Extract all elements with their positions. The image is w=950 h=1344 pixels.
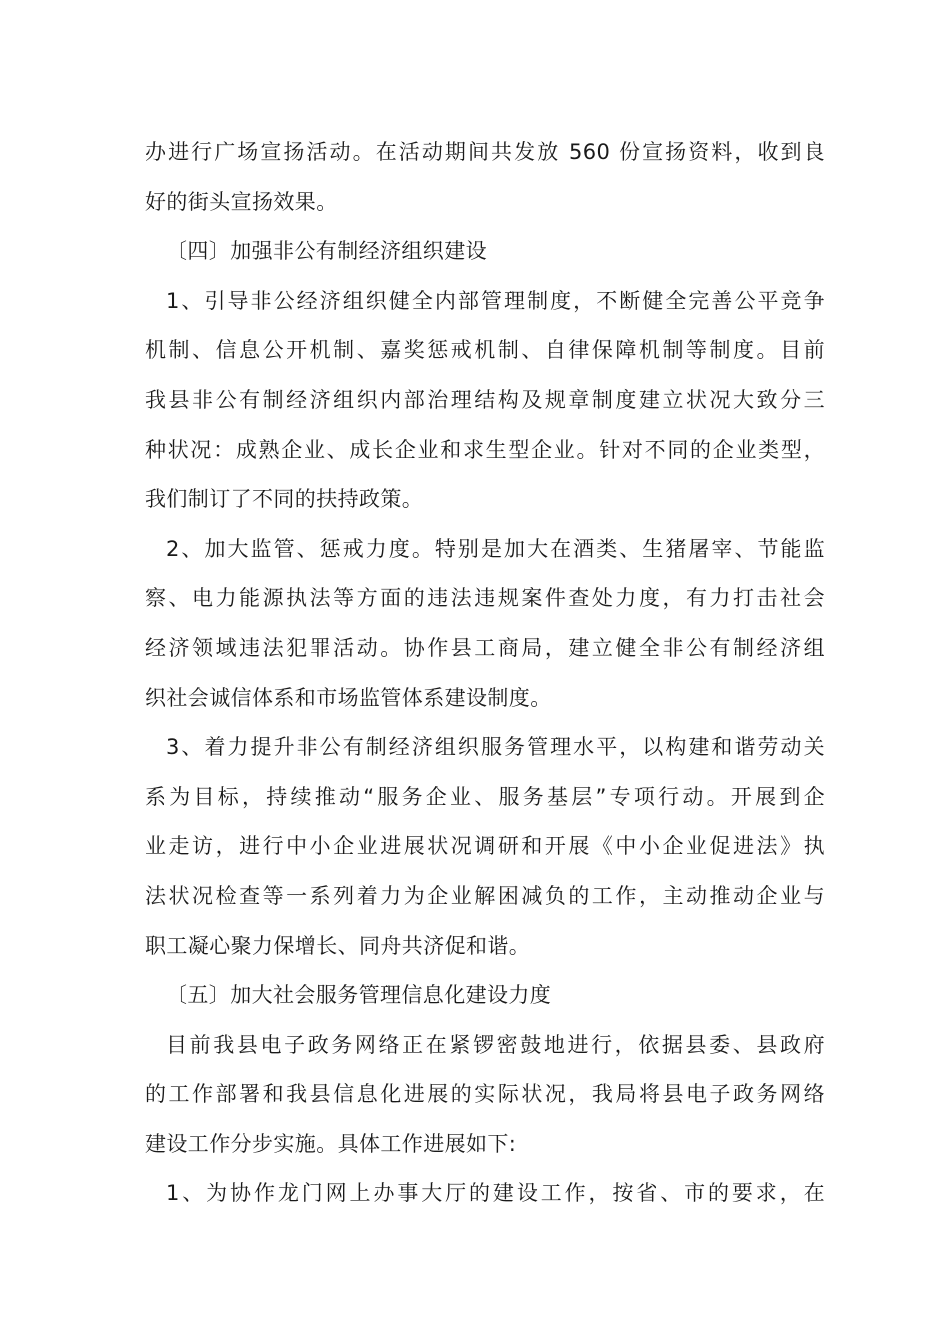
body-line: 经济领域违法犯罪活动。协作县工商局，建立健全非公有制经济组	[145, 635, 825, 660]
body-line: 办进行广场宣扬活动。在活动期间共发放 560 份宣扬资料，收到良	[145, 140, 825, 164]
body-line: 业走访，进行中小企业进展状况调研和开展《中小企业促进法》执	[145, 834, 825, 859]
body-line: 2、加大监管、惩戒力度。特别是加大在酒类、生猪屠宰、节能监	[166, 536, 825, 561]
body-line: 建设工作分步实施。具体工作进展如下:	[145, 1131, 517, 1156]
body-line: 法状况检查等一系列着力为企业解困减负的工作，主动推动企业与	[145, 883, 825, 908]
body-line: 我县非公有制经济组织内部治理结构及规章制度建立状况大致分三	[145, 387, 825, 412]
body-line: 好的街头宣扬效果。	[145, 189, 338, 214]
body-line: 系为目标，持续推动“服务企业、服务基层”专项行动。开展到企	[145, 784, 825, 809]
body-line: 1、为协作龙门网上办事大厅的建设工作，按省、市的要求，在	[166, 1181, 825, 1206]
section-heading: 〔五〕加大社会服务管理信息化建设力度	[166, 983, 552, 1008]
body-line: 1、引导非公经济组织健全内部管理制度，不断健全完善公平竞争	[166, 288, 825, 313]
section-heading: 〔四〕加强非公有制经济组织建设	[166, 239, 487, 264]
body-line: 察、电力能源执法等方面的违法违规案件查处力度，有力打击社会	[145, 586, 825, 611]
body-line: 织社会诚信体系和市场监管体系建设制度。	[145, 685, 552, 710]
body-line: 职工凝心聚力保增长、同舟共济促和谐。	[145, 933, 531, 958]
body-line: 种状况：成熟企业、成长企业和求生型企业。针对不同的企业类型，	[145, 437, 825, 462]
body-line: 我们制订了不同的扶持政策。	[145, 487, 424, 512]
body-line: 机制、信息公开机制、嘉奖惩戒机制、自律保障机制等制度。目前	[145, 338, 825, 363]
document-body	[145, 128, 825, 1219]
body-line: 的工作部署和我县信息化进展的实际状况，我局将县电子政务网络	[145, 1082, 825, 1107]
body-line: 3、着力提升非公有制经济组织服务管理水平，以构建和谐劳动关	[166, 735, 825, 760]
body-line: 目前我县电子政务网络正在紧锣密鼓地进行，依据县委、县政府	[166, 1032, 825, 1057]
